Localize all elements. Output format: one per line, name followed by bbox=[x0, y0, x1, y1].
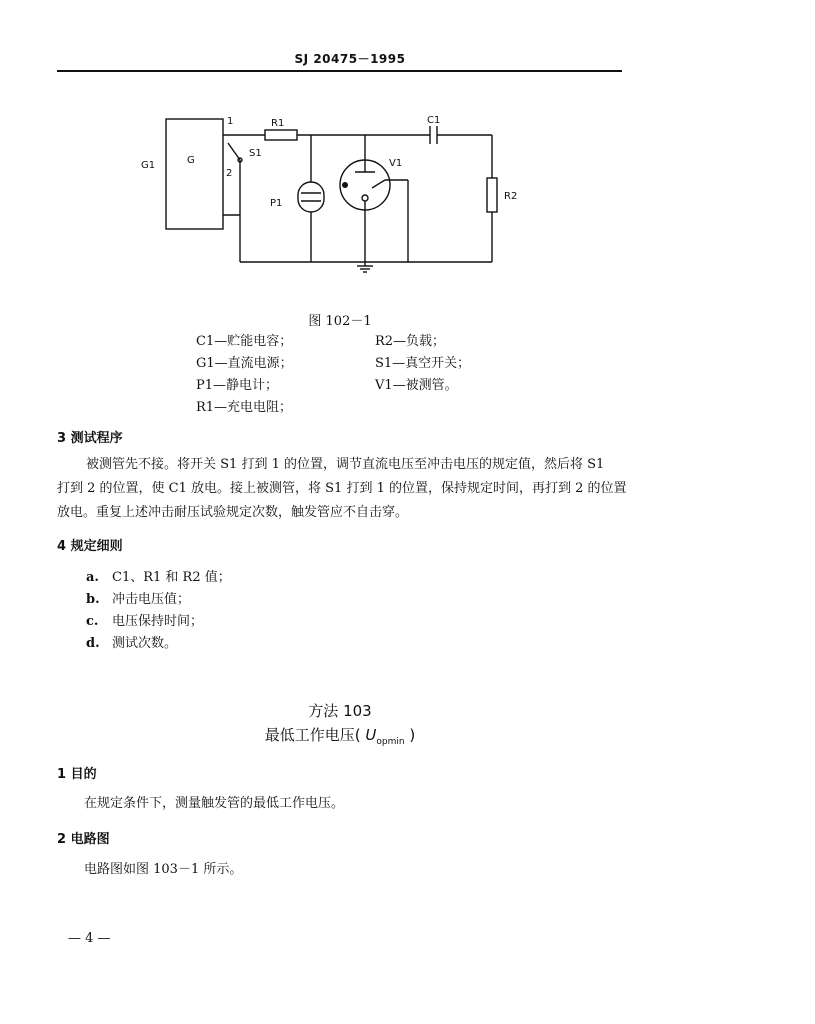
resistor-r1 bbox=[265, 130, 297, 140]
section-heading: 1 目的 bbox=[57, 767, 97, 782]
label-r2: R2 bbox=[504, 191, 518, 202]
section-heading: 3 测试程序 bbox=[57, 431, 123, 446]
list-item bbox=[86, 566, 231, 585]
paragraph-line: 放电。重复上述冲击耐压试验规定次数，触发管应不自击穿。 bbox=[57, 505, 409, 520]
list-text: 测试次数。 bbox=[112, 636, 178, 651]
section-heading: 2 电路图 bbox=[57, 832, 110, 847]
resistor-r2 bbox=[487, 178, 497, 212]
figure-caption: 图 102－1 bbox=[308, 314, 372, 329]
label-v1: V1 bbox=[389, 158, 403, 169]
list-text: 冲击电压值； bbox=[112, 592, 191, 607]
list-label: c. bbox=[86, 614, 99, 629]
label-switch-pos2: 2 bbox=[226, 168, 233, 179]
list-label: b. bbox=[86, 592, 100, 607]
tube-dot bbox=[342, 182, 348, 188]
legend-item: G1—直流电源； bbox=[196, 356, 293, 371]
method-subtitle bbox=[0, 724, 680, 747]
list-text: 电压保持时间； bbox=[112, 614, 204, 629]
legend-item: V1—被测管。 bbox=[375, 378, 458, 393]
legend-item: C1—贮能电容； bbox=[196, 334, 293, 349]
legend-item: S1—真空开关； bbox=[375, 356, 471, 371]
legend-item: R1—充电电阻； bbox=[196, 400, 293, 415]
circuit-diagram bbox=[0, 0, 815, 300]
label-c1: C1 bbox=[427, 115, 441, 126]
paragraph-line: 电路图如图 103－1 所示。 bbox=[84, 862, 243, 877]
list-text: C1、R1 和 R2 值； bbox=[112, 570, 231, 585]
label-g: G bbox=[187, 155, 195, 166]
label-p1: P1 bbox=[270, 198, 283, 209]
dc-source-box bbox=[166, 119, 223, 229]
switch-blade bbox=[228, 143, 240, 160]
method-title: 方法 103 bbox=[308, 702, 372, 720]
method-symbol: U bbox=[365, 726, 377, 744]
tube-cathode bbox=[362, 195, 368, 201]
list-item bbox=[86, 588, 190, 607]
legend-item: R2—负载； bbox=[375, 334, 446, 349]
electrometer-p1 bbox=[298, 182, 324, 212]
document-header: SJ 20475－1995 bbox=[294, 52, 406, 66]
label-g1: G1 bbox=[141, 160, 156, 171]
section-heading: 4 规定细则 bbox=[57, 539, 123, 554]
label-switch-pos1: 1 bbox=[227, 116, 234, 127]
list-label: a. bbox=[86, 570, 99, 585]
paragraph-line: 被测管先不接。将开关 S1 打到 1 的位置，调节直流电压至冲击电压的规定值，然后将 S1 bbox=[86, 457, 605, 472]
list-label: d. bbox=[86, 636, 100, 651]
label-s1: S1 bbox=[249, 148, 262, 159]
legend-item: P1—静电计； bbox=[196, 378, 279, 393]
tube-trigger bbox=[372, 180, 385, 188]
list-item bbox=[86, 632, 177, 651]
method-subtitle-close: ) bbox=[409, 726, 416, 744]
paragraph-line: 在规定条件下，测量触发管的最低工作电压。 bbox=[84, 796, 345, 811]
list-item bbox=[86, 610, 203, 629]
page-number: — 4 — bbox=[68, 931, 111, 946]
method-subtitle-main: 最低工作电压( bbox=[264, 726, 361, 744]
paragraph-line: 打到 2 的位置，使 C1 放电。接上被测管，将 S1 打到 1 的位置，保持规定时间，再打到 2 的位置 bbox=[57, 481, 627, 496]
label-r1: R1 bbox=[271, 118, 285, 129]
method-symbol-sub: opmin bbox=[376, 737, 405, 747]
